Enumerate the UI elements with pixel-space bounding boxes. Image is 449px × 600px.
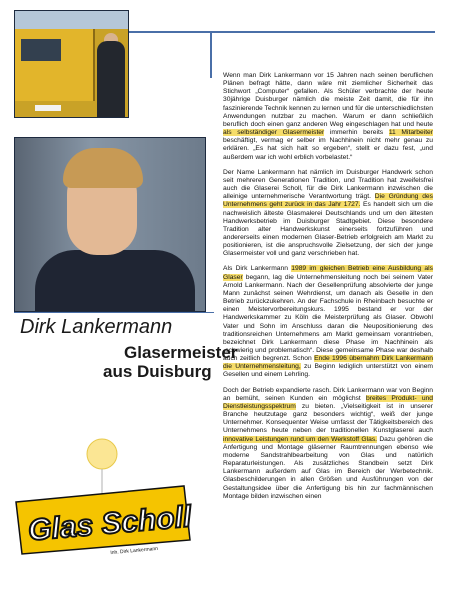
name-divider	[14, 312, 214, 313]
p1-highlight-a: als selbständiger Glasermeister	[223, 129, 325, 137]
article-body	[223, 72, 433, 508]
paragraph-2	[223, 169, 433, 259]
license-plate	[35, 105, 61, 111]
van-photo	[14, 10, 129, 118]
paragraph-3	[223, 265, 433, 379]
p2-text-a: Der Name Lankermann hat nämlich im Duisburger Handwerk schon seit mehreren Generationen Tradition, und Tradition hat zweifelsfrei auch die Glaserei Scholl, für die Dirk Lankermann inzwischen die alleinige unternehmerische Verantwortung trägt.	[223, 168, 433, 201]
accent-line-top	[127, 31, 434, 33]
p4-highlight-a: breites Produkt- und Dienstleistungsspektrum	[223, 394, 433, 410]
logo-graphic	[14, 436, 192, 562]
person-name: Dirk Lankermann	[20, 316, 173, 338]
portrait-hair	[63, 148, 143, 188]
p3-text-b: begann, lag die Unternehmensleitung noch bei seinem Vater Arnold Lankermann. Nach der Gesellenprüfung absolvierte der junge Mann zunächst seinen Wehrdienst, um danach als Geselle in den Betrieb zurückzukehren. An der Fachschule in Rheinbach besuchte er einen Meistervorbereitungskurs. 1995 bestand er vor der Handwerkskammer zu Köln die Meisterprüfung als Glaser. Obwohl Vater und Sohn im Anschluss daran die Neupositionierung des traditionsreichen Unternehmens am Markt gemeinsam vorantrieben, bezeichnet Dirk Lankermann diese Phase im Nachhinein als „schwierig und problematisch“. Diese gemeinsame Phase war deshalb auch zeitlich begrenzt. Schon	[223, 273, 433, 363]
paragraph-4	[223, 387, 433, 501]
p2-highlight-a: Die Gründung des Unternehmens geht zurück in das Jahr 1727.	[223, 193, 433, 209]
van-window	[21, 39, 61, 61]
logo-subtitle: Inh. Dirk Lankermann	[110, 545, 159, 557]
paragraph-1	[223, 72, 433, 162]
portrait-photo	[14, 137, 206, 312]
p4-text-a: Doch der Betrieb expandierte rasch. Dirk Lankermann war von Beginn an bemüht, seinen Kunden ein möglichst	[223, 386, 433, 402]
p3-highlight-b: Ende 1996 übernahm Dirk Lankermann die Unternehmensleitung,	[223, 355, 433, 371]
p2-text-b: Es handelt sich um die nachweislich älteste Glasmalerei Deutschlands und um den ältesten Handwerksbetrieb im Duisburger Stadtgebiet. Diese besondere Tradition alter Handwerkskunst einerseits fortzuführen und andererseits einen modernen Glaser-Betrieb erfolgreich am Markt zu positionieren, ist die anspruchsvolle Zielsetzung, der sich der junge Glasermeister voll und ganz verschrieben hat.	[223, 201, 433, 258]
glas-scholl-logo	[14, 436, 192, 562]
p4-text-c: Dazu gehören die Anfertigung und Montage gläserner Raumtrennungen ebenso wie moderne Sandstrahlbearbeitung von Glas und natürlich Reparaturleistungen. Als zusätzliches Standbein setzt Dirk Lankermann außerdem auf Glas im Bereich der Werbetechnik. Glasbeschilderungen in allen Größen und Ausführungen von der Gestaltungsidee über die Anfertigung bis hin zur fachmännischen Montage bilden inzwischen einen	[223, 435, 434, 500]
job-title-line-1: Glasermeister	[124, 343, 238, 362]
p3-text-c: zu Beginn lediglich unterstützt von einem Gesellen und einem Lehrling.	[223, 363, 434, 379]
p1-highlight-b: 11 Mitarbeiter	[388, 129, 433, 137]
logo-wordmark: Glas Scholl	[26, 500, 192, 548]
man-figure	[97, 41, 125, 117]
accent-line-vertical	[210, 33, 212, 78]
job-title-line-2: aus Duisburg	[103, 362, 212, 381]
p4-highlight-b: innovative Leistungen rund um den Werkstoff Glas.	[223, 435, 378, 443]
p1-text-a: Wenn man Dirk Lankermann vor 15 Jahren nach seinen beruflichen Plänen befragt hätte, dann wäre mit ziemlicher Sicherheit das Stichwort „Computer“ gefallen. Als Schüler verbrachte der heute 30jährige Duisburger nämlich die meiste Zeit damit, die für ihn faszinierende Technik kennen zu lernen und für die unterschiedlichsten Anwendungen nutzbar zu machen. Warum er dann schließlich beruflich doch einen ganz anderen Weg eingeschlagen hat und heute	[223, 72, 433, 128]
p3-text-a: Als Dirk Lankermann	[223, 265, 292, 273]
p1-text-b: immerhin bereits	[324, 129, 389, 137]
photo-sky	[15, 11, 128, 29]
portrait-shirt	[35, 250, 195, 312]
logo-sun	[87, 439, 117, 469]
p4-text-b: zu bieten. „Vielseitigkeit ist in unserer Branche heutzutage ganz besonders wichtig“, weiß der junge Unternehmer. Konsequenter Weise umfasst der Tätigkeitsbereich des Unternehmens heute neben der traditionellen Kunstglaserei auch	[223, 402, 433, 435]
p1-text-c: beschäftigt, vermag er selber im Nachhinein nicht mehr genau zu erklären. „Es hat sich halt so ergeben“, stellt er dazu fest, „und außerdem war ich wohl erblich vorbelastet.“	[223, 137, 433, 161]
p3-highlight-a: 1989 im gleichen Betrieb eine Ausbildung als Glaser	[223, 265, 433, 281]
accent-line-right	[434, 31, 435, 33]
